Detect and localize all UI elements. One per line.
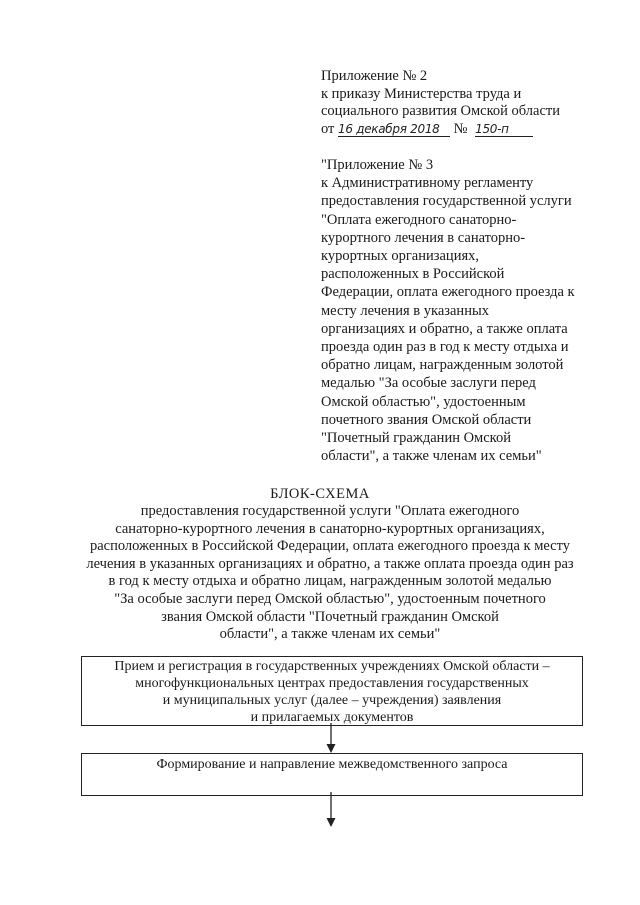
appendix-quoted-line: медалью "За особые заслуги перед xyxy=(321,375,536,392)
appendix-quoted-line: области", а также членам их семьи" xyxy=(321,448,542,465)
scheme-subtitle-line: "За особые заслуги перед Омской областью", удостоенным почетного xyxy=(114,590,546,607)
flow-step-line: многофункциональных центрах предоставления государственных xyxy=(135,676,529,691)
appendix-quoted-line: Омской областью", удостоенным xyxy=(321,393,526,410)
appendix-quoted-block xyxy=(321,156,626,465)
appendix-quoted-line: обратно лицам, награжденным золотой xyxy=(321,357,564,374)
handwritten-date: 16 декабря 2018 xyxy=(338,122,450,137)
scheme-subtitle-line: предоставления государственной услуги "Оплата ежегодного xyxy=(140,503,520,519)
appendix-quoted-line: курортных организациях, xyxy=(321,248,479,265)
number-label: № xyxy=(453,120,468,137)
appendix-quoted-line: предоставления государственной услуги xyxy=(321,193,572,210)
handwritten-number: 150-п xyxy=(475,122,533,137)
scheme-subtitle-line: санаторно-курортного лечения в санаторно-курортных организациях, xyxy=(115,520,545,537)
flow-arrow-down xyxy=(324,792,338,828)
scheme-title: БЛОК-СХЕМА xyxy=(270,486,370,502)
appendix-line: Приложение № 2 xyxy=(321,68,428,84)
flow-arrow-down xyxy=(324,723,338,754)
appendix-quoted-line: почетного звания Омской области xyxy=(321,411,532,428)
flow-step-line: и муниципальных услуг (далее – учреждения) заявления xyxy=(162,693,502,708)
appendix-quoted-line: курортного лечения в санаторно- xyxy=(321,229,526,246)
flow-step-line: Формирование и направление межведомственного запроса xyxy=(156,757,508,772)
appendix-quoted-line: расположенных в Российской xyxy=(321,266,505,283)
appendix-quoted-line: проезда один раз в год к месту отдыха и xyxy=(321,339,569,356)
scheme-subtitle xyxy=(60,503,600,644)
appendix-quoted-line: "Оплата ежегодного санаторно- xyxy=(321,211,517,228)
order-date-number-line xyxy=(321,121,626,139)
scheme-subtitle-line: расположенных в Российской Федерации, оплата ежегодного проезда к месту xyxy=(89,538,571,555)
scheme-subtitle-line: звания Омской области "Почетный гражданин Омской xyxy=(161,608,499,625)
appendix-quoted-line: "Почетный гражданин Омской xyxy=(321,430,511,447)
appendix-quoted-line: месту лечения в указанных xyxy=(321,302,489,319)
appendix-quoted-line: Федерации, оплата ежегодного проезда к xyxy=(321,284,575,301)
flow-step-reception xyxy=(81,656,583,726)
flow-step-line: и прилагаемых документов xyxy=(250,710,414,725)
flow-step-interagency-request xyxy=(81,753,583,796)
appendix-quoted-line: организациях и обратно, а также оплата xyxy=(321,320,568,337)
scheme-subtitle-line: лечения в указанных организациях и обратно, а также оплата проезда один раз xyxy=(86,555,574,572)
flow-step-line: Прием и регистрация в государственных учреждениях Омской области – xyxy=(114,659,550,674)
scheme-subtitle-line: в год к месту отдыха и обратно лицам, награжденным золотой медалью xyxy=(108,573,552,590)
scheme-subtitle-line: области", а также членам их семьи" xyxy=(219,626,441,643)
appendix-quoted-line: "Приложение № 3 xyxy=(321,157,434,173)
appendix-header xyxy=(321,68,626,138)
appendix-line: социального развития Омской области xyxy=(321,103,560,120)
date-prefix: от xyxy=(321,120,335,137)
appendix-line: к приказу Министерства труда и xyxy=(321,85,522,102)
appendix-quoted-line: к Административному регламенту xyxy=(321,175,534,192)
